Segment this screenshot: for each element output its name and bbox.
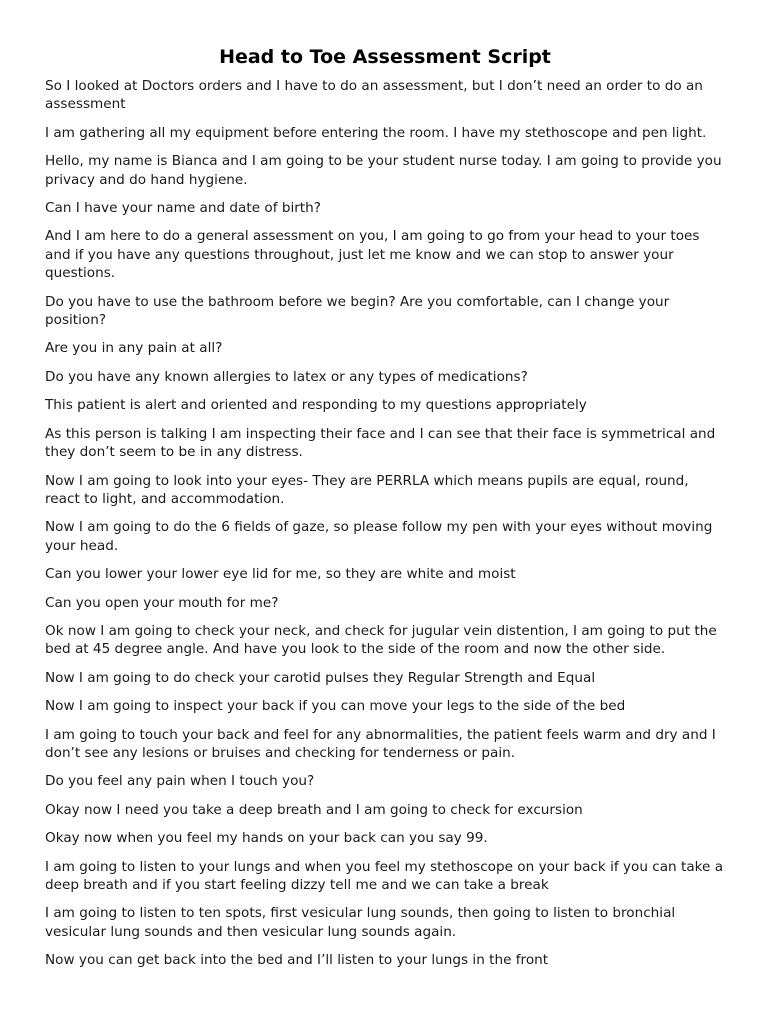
paragraph-12: Now I am going to do the 6 fields of gaze, so please follow my pen with your eyes without moving your head.: [45, 519, 713, 554]
paragraph-2: I am gathering all my equipment before entering the room. I have my stethoscope and pen light.: [45, 124, 707, 141]
paragraph-7: Are you in any pain at all?: [45, 340, 223, 357]
paragraph-18: I am going to touch your back and feel for any abnormalities, the patient feels warm and dry and I don’t see any lesions or bruises and checking for tenderness or pain.: [45, 726, 716, 761]
paragraph-16: Now I am going to do check your carotid pulses they Regular Strength and Equal: [45, 669, 596, 686]
document-page: [45, 44, 725, 980]
paragraph-3: Hello, my name is Bianca and I am going to be your student nurse today. I am going to provide you privacy and do hand hygiene.: [45, 153, 722, 188]
paragraph-23: I am going to listen to ten spots, first vesicular lung sounds, then going to listen to bronchial vesicular lung sounds and then vesicular lung sounds again.: [45, 905, 676, 940]
paragraph-19: Do you feel any pain when I touch you?: [45, 773, 315, 790]
paragraph-11: Now I am going to look into your eyes- They are PERRLA which means pupils are equal, round, react to light, and accommodation.: [45, 472, 689, 507]
paragraph-5: And I am here to do a general assessment on you, I am going to go from your head to your toes and if you have any questions throughout, just let me know and we can stop to answer your questions.: [45, 228, 700, 282]
paragraph-6: Do you have to use the bathroom before we begin? Are you comfortable, can I change your position?: [45, 293, 670, 329]
paragraph-10: As this person is talking I am inspecting their face and I can see that their face is symmetrical and they don’t seem to be in any distress.: [45, 425, 716, 461]
paragraph-4: Can I have your name and date of birth?: [45, 200, 321, 217]
paragraph-14: Can you open your mouth for me?: [45, 594, 279, 611]
paragraph-8: Do you have any known allergies to latex or any types of medications?: [45, 368, 528, 385]
paragraph-1: So I looked at Doctors orders and I have to do an assessment, but I don’t need an order to do an assessment: [45, 78, 703, 113]
paragraph-9: This patient is alert and oriented and responding to my questions appropriately: [45, 397, 587, 414]
paragraph-17: Now I am going to inspect your back if you can move your legs to the side of the bed: [45, 698, 626, 715]
paragraph-13: Can you lower your lower eye lid for me, so they are white and moist: [45, 566, 516, 583]
paragraph-21: Okay now when you feel my hands on your back can you say 99.: [45, 830, 488, 847]
paragraph-20: Okay now I need you take a deep breath and I am going to check for excursion: [45, 801, 583, 818]
document-body: [45, 77, 725, 970]
paragraph-22: I am going to listen to your lungs and when you feel my stethoscope on your back if you can take a deep breath and if you start feeling dizzy tell me and we can take a break: [45, 858, 724, 893]
document-title: Head to Toe Assessment Script: [219, 46, 551, 68]
paragraph-15: Ok now I am going to check your neck, and check for jugular vein distention, I am going to put the bed at 45 degree angle. And have you look to the side of the room and now the other side.: [45, 622, 717, 658]
paragraph-24: Now you can get back into the bed and I’ll listen to your lungs in the front: [45, 952, 549, 969]
